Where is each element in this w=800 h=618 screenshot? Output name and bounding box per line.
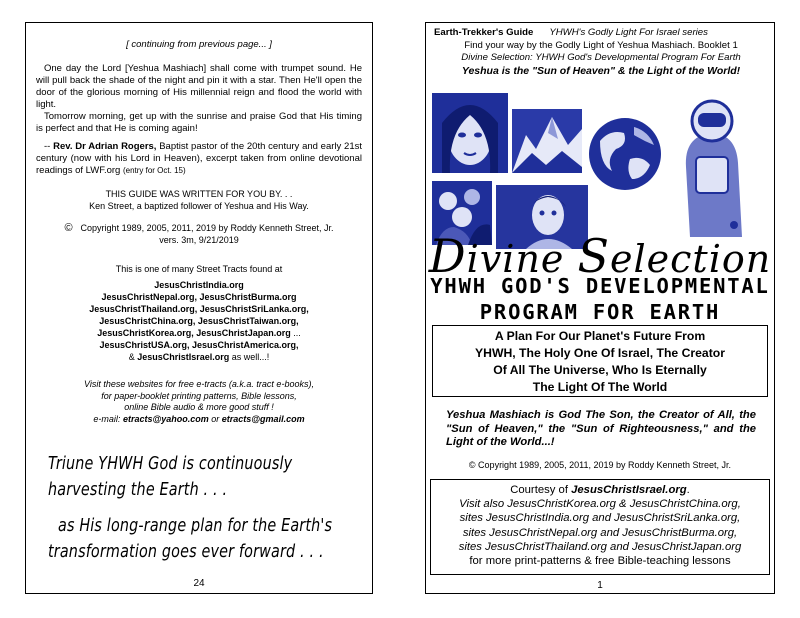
visit-line: for paper-booklet printing patterns, Bible lessons, bbox=[101, 390, 297, 401]
courtesy-post: . bbox=[686, 484, 690, 496]
handwritten-line: Triune YHWH God is continuously bbox=[48, 454, 293, 474]
site-line bbox=[26, 339, 372, 351]
subtitle-line: PROGRAM FOR EARTH bbox=[479, 300, 721, 324]
handwritten-line: transformation goes ever forward . . . bbox=[48, 542, 324, 562]
mountain-image bbox=[512, 109, 582, 173]
tracts-intro: This is one of many Street Tracts found at bbox=[115, 264, 283, 274]
header-tagline: Yeshua is the "Sun of Heaven" & the Light of the World! bbox=[461, 64, 741, 77]
plan-box bbox=[432, 325, 768, 397]
handwritten-line: as His long-range plan for the Earth's bbox=[58, 516, 333, 536]
astronaut-image bbox=[670, 97, 754, 239]
guide-heading: THIS GUIDE WAS WRITTEN FOR YOU BY. . . bbox=[105, 189, 293, 199]
courtesy-sites-line: sites JesusChristIndia.org and JesusChristSriLanka.org, bbox=[459, 512, 741, 525]
quote-paragraph: Tomorrow morning, get up with the sunrise and praise God that His timing is perfect and that He is coming again! bbox=[36, 111, 362, 134]
attribution-text: Baptist pastor of the 20th century and early 21st century (now with his Lord in Heaven), excerpt taken from online devotional readings of LWF.org bbox=[36, 141, 363, 176]
header-title: Earth-Trekker's Guide bbox=[434, 27, 534, 38]
subtitle-line: YHWH GOD'S DEVELOPMENTAL bbox=[430, 274, 770, 298]
courtesy-sites-line: sites JesusChristNepal.org and JesusChristBurma.org, bbox=[462, 526, 738, 539]
right-copyright: © Copyright 1989, 2005, 2011, 2019 by Roddy Kenneth Street, Jr. bbox=[468, 460, 732, 470]
site-line bbox=[26, 351, 372, 363]
mashiach-statement: Yeshua Mashiach is God The Son, the Creator of All, the "Sun of Heaven," the "Sun of Righteousness," and the Light of the World...! bbox=[446, 409, 756, 448]
email-link[interactable]: etracts@gmail.com bbox=[221, 413, 305, 424]
email-link[interactable]: etracts@yahoo.com bbox=[122, 413, 209, 424]
courtesy-pre: Courtesy of bbox=[510, 484, 572, 496]
site-line bbox=[26, 303, 372, 315]
copyright-icon: © bbox=[64, 222, 73, 234]
title-word: ivine bbox=[466, 237, 578, 281]
email-label: e-mail: bbox=[93, 413, 123, 424]
site-link[interactable]: JesusChristNepal.org, JesusChristBurma.org bbox=[101, 292, 297, 302]
email-or: or bbox=[208, 413, 222, 424]
plan-line: The Light Of The World bbox=[532, 380, 668, 394]
title-initial: D bbox=[428, 229, 467, 283]
site-link[interactable]: JesusChristKorea.org, JesusChristJapan.org bbox=[97, 328, 291, 338]
courtesy-sites-line: sites JesusChristThailand.org and JesusChristJapan.org bbox=[458, 540, 742, 553]
quote-paragraph: One day the Lord [Yeshua Mashiach] shall come with trumpet sound. He will pull back the shade of the night and pin it with a star. Then He'll open the door of the glorious morning of His millennial reign and flood the world with light. bbox=[36, 63, 362, 110]
right-page bbox=[425, 22, 775, 594]
header-line: Divine Selection: YHWH God's Developmental Program For Earth bbox=[461, 52, 741, 63]
courtesy-last-line: for more print-patterns & free Bible-teaching lessons bbox=[469, 555, 731, 568]
site-link[interactable]: JesusChristThailand.org, JesusChristSriLanka.org, bbox=[89, 304, 309, 314]
author-block bbox=[26, 189, 372, 212]
version-text: vers. 3m, 9/21/2019 bbox=[159, 234, 239, 245]
left-page bbox=[25, 22, 373, 594]
header-line: Find your way by the Godly Light of Yeshua Mashiach. Booklet 1 bbox=[464, 39, 738, 51]
site-ellipsis: ... bbox=[290, 328, 301, 338]
girl-portrait-image bbox=[432, 93, 508, 173]
copyright-text: Copyright 1989, 2005, 2011, 2019 by Roddy Kenneth Street, Jr. bbox=[80, 223, 334, 233]
attribution-name: Rev. Dr Adrian Rogers, bbox=[53, 141, 157, 152]
site-line bbox=[26, 327, 372, 339]
plan-line: A Plan For Our Planet's Future From bbox=[494, 329, 706, 343]
site-suffix: as well...! bbox=[229, 352, 270, 362]
courtesy-box bbox=[430, 479, 770, 575]
tract-sites-block bbox=[26, 263, 372, 363]
visit-block bbox=[26, 379, 372, 425]
quote-attribution bbox=[36, 141, 362, 177]
site-line bbox=[26, 279, 372, 291]
handwritten-line: harvesting the Earth . . . bbox=[48, 480, 228, 500]
page-number: 1 bbox=[597, 580, 603, 591]
visit-line: online Bible audio & more good stuff ! bbox=[124, 402, 274, 412]
booklet-header bbox=[434, 27, 768, 77]
subtitle bbox=[426, 273, 774, 325]
title-word: election bbox=[610, 237, 772, 281]
copyright-block bbox=[36, 223, 362, 246]
attribution-date: (entry for Oct. 15) bbox=[122, 166, 186, 175]
site-amp: & bbox=[128, 352, 138, 362]
site-link[interactable]: JesusChristIndia.org bbox=[154, 280, 244, 290]
courtesy-sites-line: Visit also JesusChristKorea.org & JesusChristChina.org, bbox=[459, 498, 741, 511]
site-line bbox=[26, 291, 372, 303]
site-link[interactable]: JesusChristIsrael.org bbox=[137, 352, 230, 362]
title-initial: S bbox=[577, 229, 611, 283]
attribution-dash: -- bbox=[44, 141, 54, 152]
site-link[interactable]: JesusChristChina.org, JesusChristTaiwan.org, bbox=[99, 316, 299, 326]
visit-line: Visit these websites for free e-tracts (a.k.a. tract e-books), bbox=[84, 379, 314, 389]
page-number: 24 bbox=[193, 578, 205, 589]
guide-author: Ken Street, a baptized follower of Yeshua and His Way. bbox=[89, 200, 309, 211]
header-series: YHWH's Godly Light For Israel series bbox=[549, 27, 708, 38]
courtesy-site-link[interactable]: JesusChristIsrael.org bbox=[571, 484, 687, 496]
email-line bbox=[26, 414, 372, 426]
earth-globe-image bbox=[586, 115, 664, 193]
site-line bbox=[26, 315, 372, 327]
plan-line: Of All The Universe, Who Is Eternally bbox=[493, 363, 707, 377]
courtesy-line bbox=[431, 483, 769, 497]
quote-body bbox=[36, 63, 362, 177]
site-link[interactable]: JesusChristUSA.org, JesusChristAmerica.org, bbox=[99, 340, 299, 350]
continued-note: [ continuing from previous page... ] bbox=[126, 39, 272, 50]
plan-line: YHWH, The Holy One Of Israel, The Creator bbox=[475, 346, 725, 360]
